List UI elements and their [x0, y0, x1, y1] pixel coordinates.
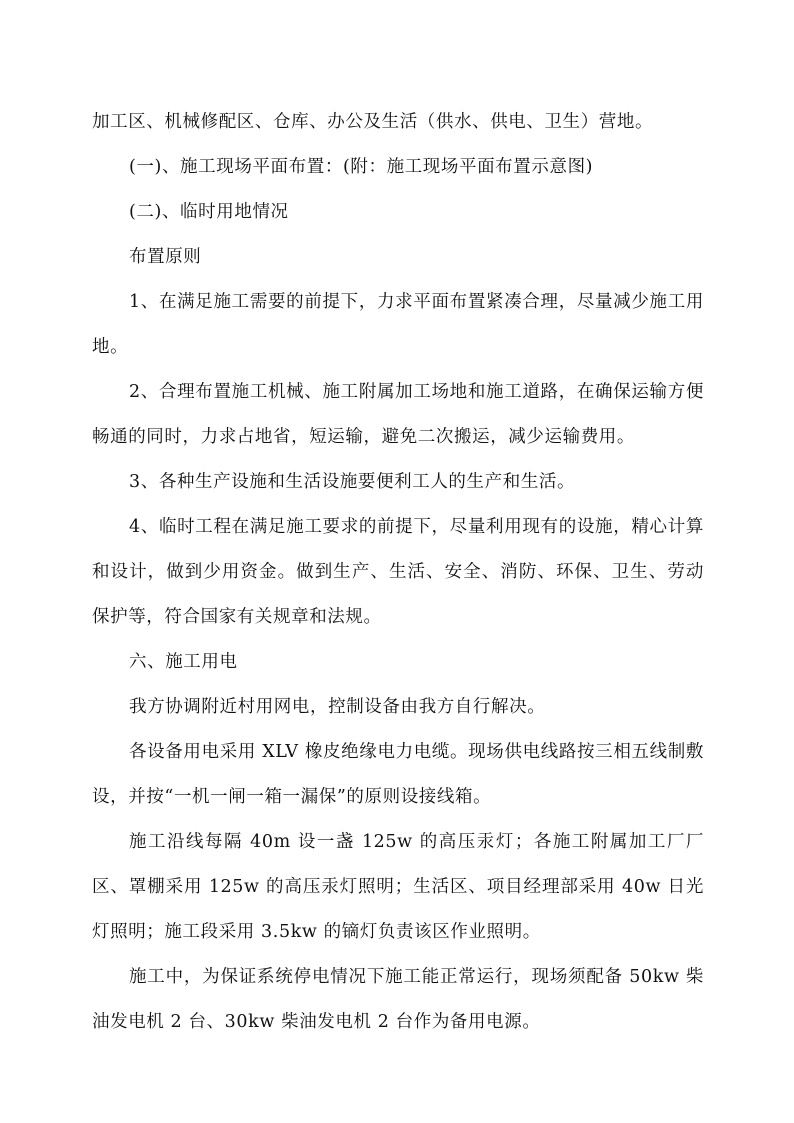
paragraph-principle-4: 4、临时工程在满足施工要求的前提下，尽量利用现有的设施，精心计算和设计，做到少用资金。做到生产、生活、安全、消防、环保、卫生、劳动保护等，符合国家有关规章和法规。 [92, 517, 704, 627]
paragraph-layout-principles: 布置原则 [129, 247, 202, 267]
paragraph-cable: 各设备用电采用 XLV 橡皮绝缘电力电缆。现场供电线路按三相五线制敷设，并按“一机一闸一箱一漏保”的原则设接线箱。 [92, 742, 704, 807]
paragraph-principle-1: 1、在满足施工需要的前提下，力求平面布置紧凑合理，尽量减少施工用地。 [92, 292, 704, 357]
paragraph-temporary-land: (二)、临时用地情况 [129, 202, 289, 222]
paragraph-power-source: 我方协调附近村用网电，控制设备由我方自行解决。 [129, 697, 546, 717]
paragraph-backup-power: 施工中，为保证系统停电情况下施工能正常运行，现场须配备 50kw 柴油发电机 2 台、30kw 柴油发电机 2 台作为备用电源。 [92, 967, 704, 1032]
paragraph-continuation: 加工区、机械修配区、仓库、办公及生活（供水、供电、卫生）营地。 [92, 112, 654, 132]
paragraph-principle-2: 2、合理布置施工机械、施工附属加工场地和施工道路，在确保运输方便畅通的同时，力求占地省，短运输，避免二次搬运，减少运输费用。 [92, 382, 704, 447]
paragraph-principle-3: 3、各种生产设施和生活设施要便利工人的生产和生活。 [129, 472, 576, 492]
paragraph-lighting: 施工沿线每隔 40m 设一盏 125w 的高压汞灯；各施工附属加工厂厂区、罩棚采用 125w 的高压汞灯照明；生活区、项目经理部采用 40w 日光灯照明；施工段采用 3.5kw 的镝灯负责该区作业照明。 [92, 832, 704, 942]
paragraph-site-layout: (一)、施工现场平面布置：(附：施工现场平面布置示意图) [129, 157, 594, 177]
document-body [92, 100, 704, 1045]
section-heading-power: 六、施工用电 [129, 652, 238, 672]
